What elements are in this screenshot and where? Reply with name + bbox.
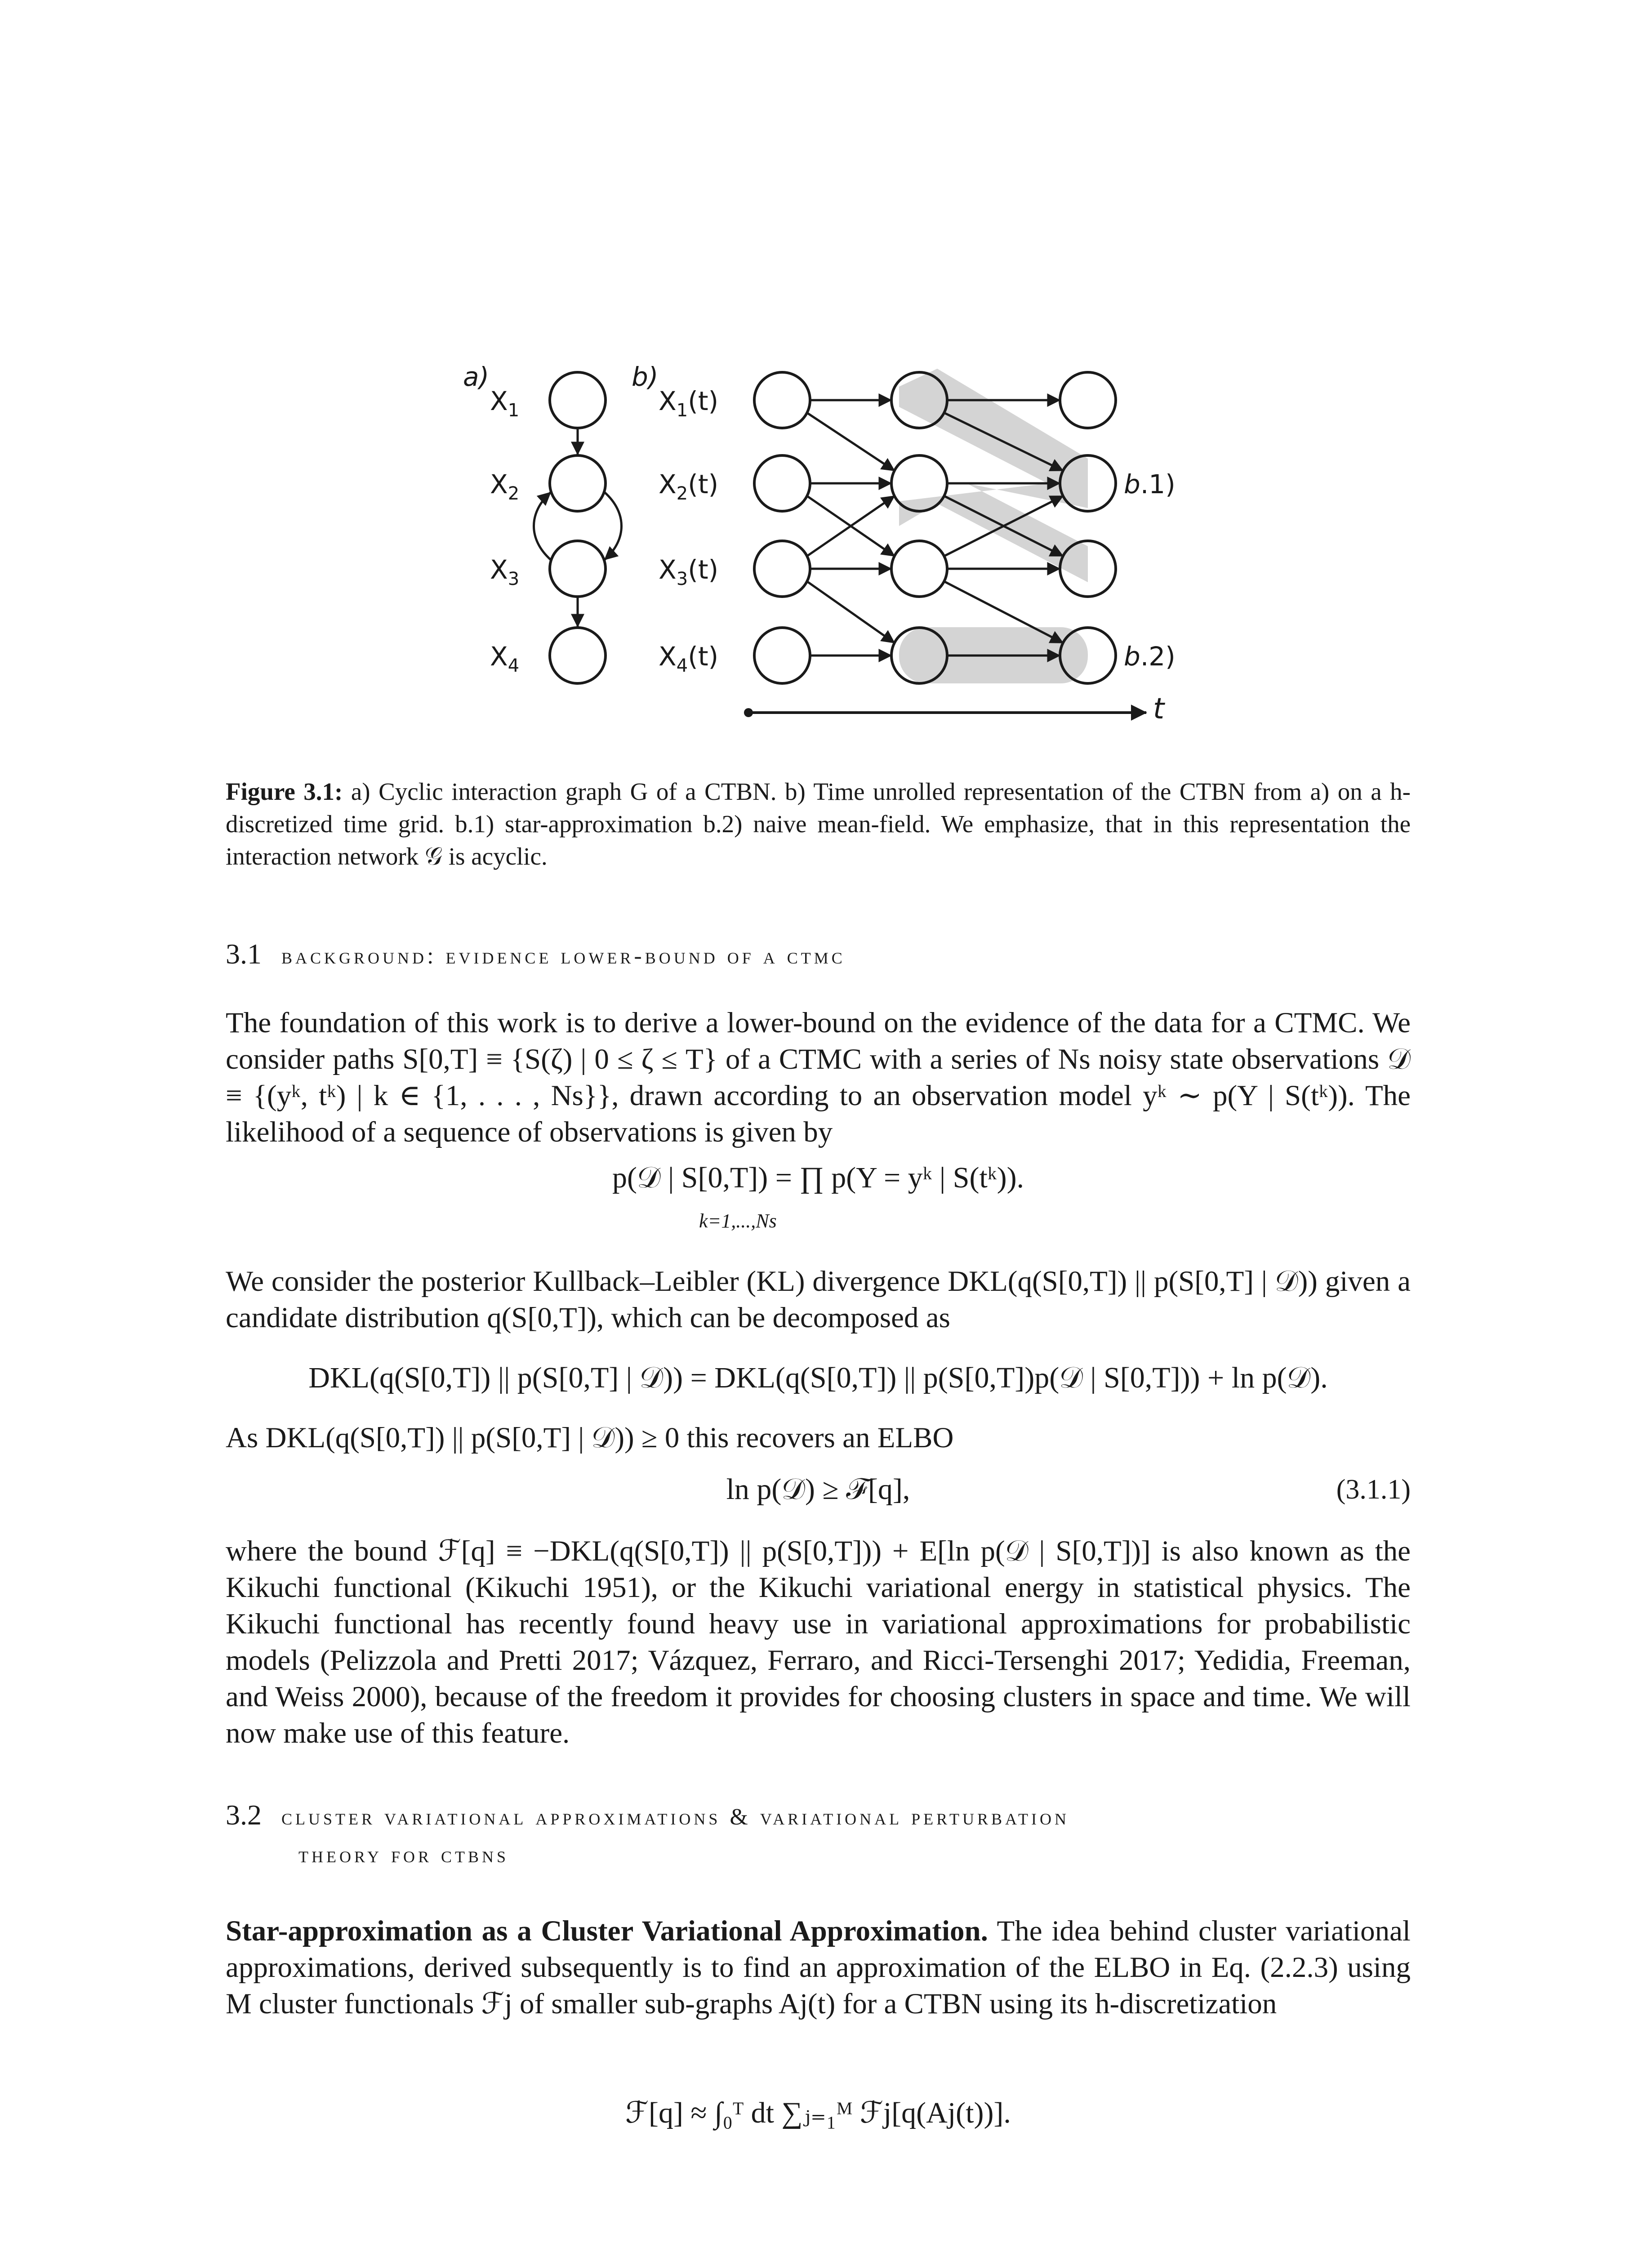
- star-approximation-shading: [899, 369, 1088, 683]
- section-title-line1: cluster variational approximations & variational perturbation: [281, 1804, 1070, 1830]
- node-x1: [550, 372, 606, 428]
- section-number: 3.1: [226, 938, 262, 970]
- panel-b-label: b): [632, 361, 659, 392]
- section-number: 3.2: [226, 1799, 262, 1831]
- equation-likelihood-subscript: k=1,...,Ns: [699, 1210, 777, 1232]
- equation-cluster-functional-text: ℱ[q] ≈ ∫₀ᵀ dt ∑ⱼ₌₁ᴹ ℱj[q(Aj(t))].: [625, 2096, 1011, 2129]
- label-x3t: $X_3(t)$: [659, 554, 719, 589]
- equation-likelihood: [226, 1158, 1411, 1198]
- node-x4: [550, 628, 606, 683]
- figure-3-1: [0, 0, 1652, 764]
- section-3-2-heading: [226, 1796, 1439, 1874]
- equation-likelihood-text: p(𝒟 | S[0,T]) = ∏ p(Y = yᵏ | S(tᵏ)).: [612, 1161, 1024, 1194]
- label-x1t: $X_1(t)$: [659, 386, 719, 421]
- label-b2: b.2): [1124, 641, 1176, 672]
- label-b1: b.1): [1124, 469, 1176, 500]
- paragraph-5-heading: Star-approximation as a Cluster Variational Approximation.: [226, 1915, 988, 1947]
- paragraph-3: As DKL(q(S[0,T]) || p(S[0,T] | 𝒟)) ≥ 0 this recovers an ELBO: [226, 1422, 954, 1454]
- node-x3: [550, 541, 606, 597]
- time-axis: [744, 708, 1146, 717]
- label-x4: $X_4$: [490, 641, 520, 676]
- label-t: t: [1153, 692, 1165, 726]
- label-x1: $X_1$: [490, 386, 520, 421]
- equation-kl-decomposition-text: DKL(q(S[0,T]) || p(S[0,T] | 𝒟)) = DKL(q(S[0,T]) || p(S[0,T])p(𝒟 | S[0,T])) + ln p(𝒟).: [308, 1361, 1328, 1394]
- label-x3: $X_3$: [490, 554, 520, 589]
- label-x2t: $X_2(t)$: [659, 469, 719, 504]
- equation-elbo: [226, 1469, 1411, 1510]
- label-x4t: $X_4(t)$: [659, 641, 719, 676]
- paragraph-2: We consider the posterior Kullback–Leibler (KL) divergence DKL(q(S[0,T]) || p(S[0,T] | 𝒟)) given a candidate distribution q(S[0,T]), which can be decomposed as: [226, 1265, 1411, 1334]
- section-3-1-heading: [226, 935, 1411, 975]
- label-x2: $X_2$: [490, 469, 520, 504]
- caption-label: Figure 3.1:: [226, 778, 343, 805]
- paragraph-1: The foundation of this work is to derive a lower-bound on the evidence of the data for a CTMC. We consider paths S[0,T] ≡ {S(ζ) | 0 ≤ ζ ≤ T} of a CTMC with a series of Ns noisy state observations 𝒟 ≡ {(yᵏ, tᵏ) | k ∈ {1, . . . , Ns}}, drawn according to an observation model yᵏ ∼ p(Y | S(tᵏ)). The likelihood of a sequence of observations is given by: [226, 1007, 1411, 1148]
- equation-kl-decomposition: [226, 1358, 1411, 1398]
- section-title-line2: theory for ctbns: [298, 1842, 509, 1868]
- panel-a-label: a): [463, 361, 490, 392]
- section-title: background: evidence lower-bound of a ctmc: [281, 943, 846, 969]
- node-x2: [550, 455, 606, 511]
- paragraph-4: where the bound ℱ[q] ≡ −DKL(q(S[0,T]) || p(S[0,T])) + E[ln p(𝒟 | S[0,T])] is also known as the Kikuchi functional (Kikuchi 1951), or the Kikuchi variational energy in statistical physics. The Kikuchi functional has recently found heavy use in variational approximations for probabilistic models (Pelizzola and Pretti 2017; Vázquez, Ferraro, and Ricci-Tersenghi 2017; Yedidia, Freeman, and Weiss 2000), because of the freedom it provides for choosing clusters in space and time. We will now make use of this feature.: [226, 1535, 1411, 1749]
- caption-text: a) Cyclic interaction graph G of a CTBN. b) Time unrolled representation of the CTBN from a) on a h-discretized time grid. b.1) star-approximation b.2) naive mean-field. We emphasize, that in this representation the interaction network 𝒢 is acyclic.: [226, 778, 1411, 870]
- figure-caption: [226, 776, 1411, 873]
- paragraph-5-text: The idea behind cluster variational approximations, derived subsequently is to find an approximation of the ELBO in Eq. (2.2.3) using M cluster functionals ℱj of smaller sub-graphs Aj(t) for a CTBN using its h-discretization: [226, 1915, 1411, 2020]
- paragraph-5: [226, 1913, 1411, 2022]
- equation-cluster-functional: [226, 2093, 1411, 2133]
- equation-number: (3.1.1): [1336, 1474, 1411, 1505]
- equation-elbo-text: ln p(𝒟) ≥ ℱ[q],: [726, 1473, 910, 1506]
- panel-a-graph: [534, 372, 622, 683]
